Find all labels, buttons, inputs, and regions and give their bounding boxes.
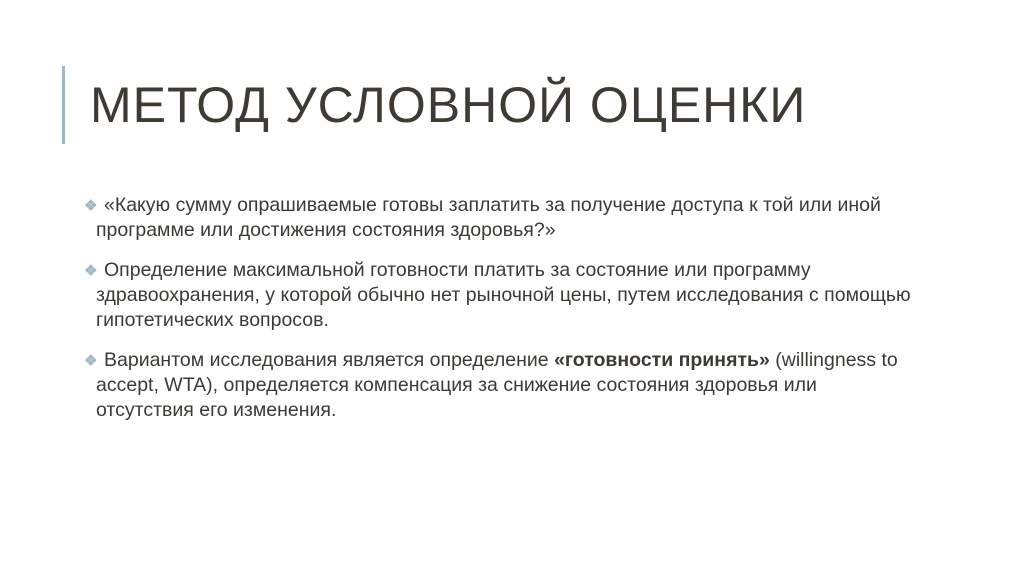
four-diamond-bullet-icon — [86, 265, 96, 275]
bullet-text-end: (willingness to accept, WTA), определяется компенсация за снижение состояния здоровья или отсутствия его изменения. — [96, 349, 898, 421]
slide-title: МЕТОД УСЛОВНОЙ ОЦЕНКИ — [90, 77, 807, 133]
bullet-text-start: Вариантом исследования является определение — [104, 349, 555, 371]
bullet-text: Определение максимальной готовности платить за состояние или программу здравоохранения, у которой обычно нет рыночной цены, путем исследования с помощью гипотетических вопросов. — [96, 259, 911, 331]
bullet-text: «Какую сумму опрашиваемые готовы заплатить за получение доступа к той или иной программе или достижения состояния здоровья?» — [96, 194, 881, 241]
bullet-text — [96, 349, 898, 421]
four-diamond-bullet-icon — [86, 200, 96, 210]
bullet-item — [88, 193, 918, 243]
title-accent-bar — [62, 66, 65, 144]
bullet-text-bold: «готовности принять» — [554, 349, 770, 371]
bullet-list — [88, 193, 918, 438]
bullet-item — [88, 258, 918, 333]
four-diamond-bullet-icon — [86, 355, 96, 365]
bullet-item — [88, 348, 918, 423]
